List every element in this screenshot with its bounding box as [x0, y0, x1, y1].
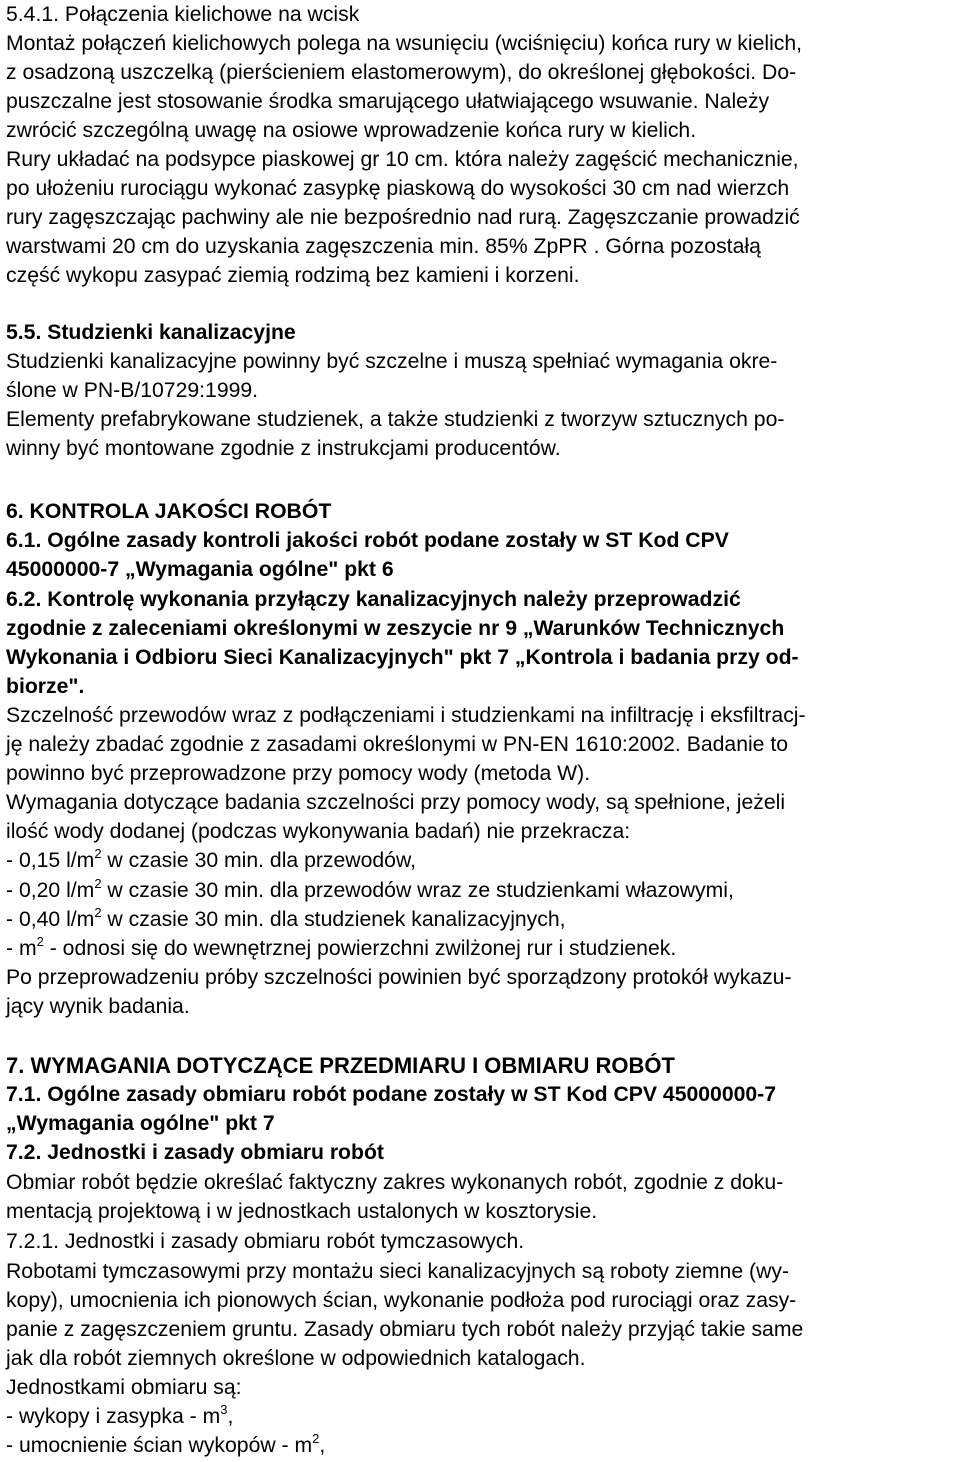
list-item: [6, 1402, 233, 1431]
section-heading: 5.5. Studzienki kanalizacyjne: [6, 321, 296, 344]
list-item: [6, 934, 676, 963]
list-item-text: - 0,15 l/m: [6, 849, 95, 872]
section-heading: 5.4.1. Połączenia kielichowe na wcisk: [6, 3, 360, 26]
chapter-heading: 7. WYMAGANIA DOTYCZĄCE PRZEDMIARU I OBMIARU ROBÓT: [6, 1053, 675, 1078]
text-line: Montaż połączeń kielichowych polega na wsunięciu (wciśnięciu) końca rury w kielich,: [6, 32, 803, 55]
text-line: Robotami tymczasowymi przy montażu sieci kanalizacyjnych są roboty ziemne (wy-: [6, 1260, 790, 1283]
list-item-text: w czasie 30 min. dla przewodów,: [101, 849, 416, 872]
text-line: jący wynik badania.: [6, 995, 190, 1018]
list-item: [6, 846, 416, 875]
section-heading: biorze".: [6, 675, 85, 698]
section-heading: 7.2. Jednostki i zasady obmiaru robót: [6, 1141, 384, 1164]
text-line: z osadzoną uszczelką (pierścieniem elastomerowym), do określonej głębokości. Do-: [6, 61, 797, 84]
list-item-text: - umocnienie ścian wykopów - m: [6, 1434, 313, 1457]
superscript: 2: [94, 876, 102, 891]
subsection-heading: 7.2.1. Jednostki i zasady obmiaru robót tymczasowych.: [6, 1230, 525, 1253]
text-line: Rury układać na podsypce piaskowej gr 10 cm. która należy zagęścić mechanicznie,: [6, 148, 799, 171]
text-line: Szczelność przewodów wraz z podłączeniami i studzienkami na infiltrację i eksfiltracj-: [6, 704, 806, 727]
text-line: puszczalne jest stosowanie środka smarującego ułatwiającego wsuwanie. Należy: [6, 90, 770, 113]
text-line: Po przeprowadzeniu próby szczelności powinien być sporządzony protokół wykazu-: [6, 966, 792, 989]
text-line: jak dla robót ziemnych określone w odpowiednich katalogach.: [6, 1347, 586, 1370]
list-item-text: - m: [6, 937, 37, 960]
text-line: panie z zagęszczeniem gruntu. Zasady obmiaru tych robót należy przyjąć takie same: [6, 1318, 804, 1341]
section-heading: 7.1. Ogólne zasady obmiaru robót podane zostały w ST Kod CPV 45000000-7: [6, 1083, 777, 1106]
text-line: ję należy zbadać zgodnie z zasadami określonymi w PN-EN 1610:2002. Badanie to: [6, 733, 789, 756]
text-line: mentacją projektową i w jednostkach ustalonych w kosztorysie.: [6, 1200, 598, 1223]
text-line: kopy), umocnienia ich pionowych ścian, wykonanie podłoża pod rurociągi oraz zasy-: [6, 1289, 797, 1312]
text-line: po ułożeniu rurociągu wykonać zasypkę piaskową do wysokości 30 cm nad wierzch: [6, 177, 790, 200]
section-heading: 45000000-7 „Wymagania ogólne" pkt 6: [6, 558, 394, 581]
text-line: Wymagania dotyczące badania szczelności przy pomocy wody, są spełnione, jeżeli: [6, 791, 786, 814]
section-heading: „Wymagania ogólne" pkt 7: [6, 1112, 275, 1135]
section-heading: 6.2. Kontrolę wykonania przyłączy kanalizacyjnych należy przeprowadzić: [6, 588, 741, 611]
chapter-heading: 6. KONTROLA JAKOŚCI ROBÓT: [6, 500, 332, 523]
section-heading: zgodnie z zaleceniami określonymi w zeszycie nr 9 „Warunków Technicznych: [6, 617, 785, 640]
text-line: Jednostkami obmiaru są:: [6, 1376, 242, 1399]
list-item: [6, 905, 566, 934]
superscript: 2: [94, 846, 102, 861]
superscript: 2: [94, 905, 102, 920]
text-line: Obmiar robót będzie określać faktyczny zakres wykonanych robót, zgodnie z doku-: [6, 1171, 784, 1194]
list-item-text: - 0,20 l/m: [6, 879, 95, 902]
text-line: rury zagęszczając pachwiny ale nie bezpośrednio nad rurą. Zagęszczanie prowadzić: [6, 206, 800, 229]
text-line: ślone w PN-B/10729:1999.: [6, 379, 259, 402]
list-item-text: w czasie 30 min. dla studzienek kanalizacyjnych,: [101, 908, 566, 931]
superscript: 2: [36, 934, 44, 949]
text-line: warstwami 20 cm do uzyskania zagęszczenia min. 85% ZpPR . Górna pozostałą: [6, 235, 761, 258]
text-line: zwrócić szczególną uwagę na osiowe wprowadzenie końca rury w kielich.: [6, 119, 697, 142]
list-item-text: ,: [319, 1434, 326, 1457]
superscript: 2: [312, 1431, 320, 1446]
text-line: ilość wody dodanej (podczas wykonywania badań) nie przekracza:: [6, 820, 631, 843]
section-heading: Wykonania i Odbioru Sieci Kanalizacyjnych" pkt 7 „Kontrola i badania przy od-: [6, 646, 799, 669]
section-heading: 6.1. Ogólne zasady kontroli jakości robót podane zostały w ST Kod CPV: [6, 529, 729, 552]
list-item-text: ,: [227, 1405, 234, 1428]
list-item: [6, 1431, 325, 1460]
list-item-text: w czasie 30 min. dla przewodów wraz ze studzienkami włazowymi,: [101, 879, 734, 902]
text-line: Studzienki kanalizacyjne powinny być szczelne i muszą spełniać wymagania okre-: [6, 350, 778, 373]
list-item-text: - odnosi się do wewnętrznej powierzchni zwilżonej rur i studzienek.: [43, 937, 677, 960]
text-line: powinno być przeprowadzone przy pomocy wody (metoda W).: [6, 762, 591, 785]
list-item-text: - 0,40 l/m: [6, 908, 95, 931]
text-line: Elementy prefabrykowane studzienek, a także studzienki z tworzyw sztucznych po-: [6, 408, 785, 431]
list-item: [6, 876, 734, 905]
list-item-text: - wykopy i zasypka - m: [6, 1405, 221, 1428]
superscript: 3: [220, 1402, 228, 1417]
text-line: część wykopu zasypać ziemią rodzimą bez kamieni i korzeni.: [6, 264, 580, 287]
text-line: winny być montowane zgodnie z instrukcjami producentów.: [6, 437, 561, 460]
